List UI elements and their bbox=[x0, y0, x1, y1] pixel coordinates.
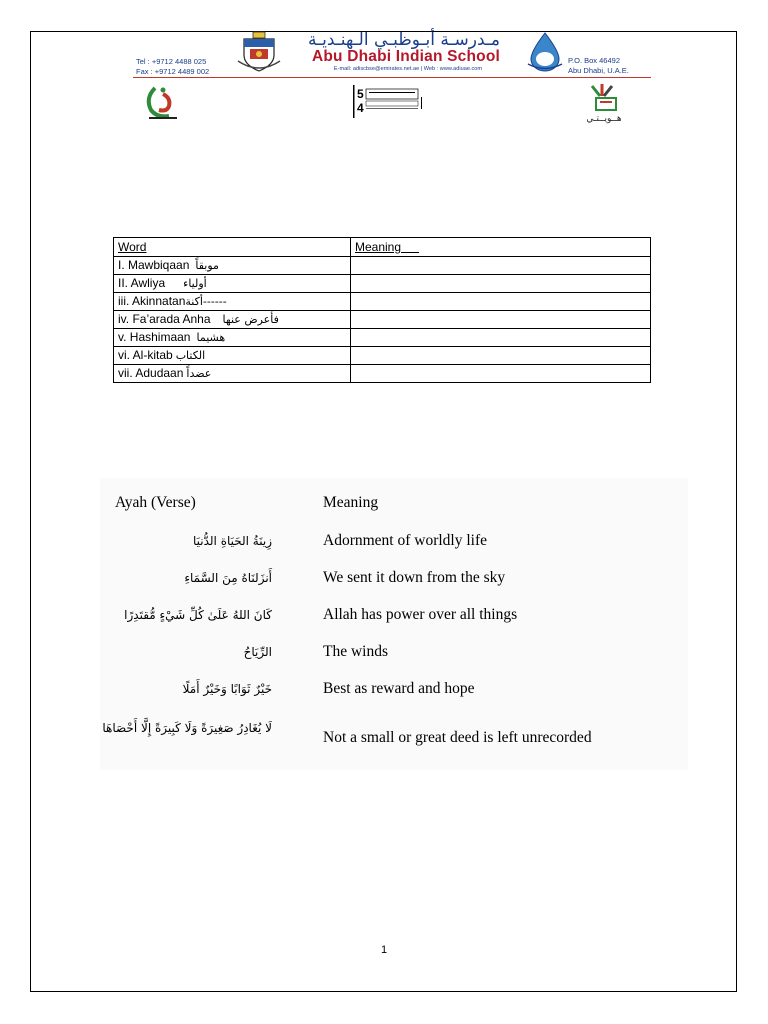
meaning-cell[interactable] bbox=[351, 311, 651, 329]
ayah-arabic: لَا يُغَادِرُ صَغِيرَةً وَلَا كَبِيرَةً إِلَّا أَحْصَاهَا bbox=[102, 721, 272, 735]
vocabulary-table bbox=[113, 237, 651, 383]
ayah-meaning-header: Meaning bbox=[323, 494, 379, 511]
word-cell: vi. Al-kitab الكتاب bbox=[114, 347, 351, 365]
word-cell: II. Awliya أولياء bbox=[114, 275, 351, 293]
ayah-meaning: Best as reward and hope bbox=[323, 680, 475, 697]
meaning-cell[interactable] bbox=[351, 293, 651, 311]
school-name-arabic: مـدرسـة أبـوظبـي الـهنـديـة bbox=[308, 30, 500, 50]
table-row bbox=[114, 329, 651, 347]
ayah-meaning: Not a small or great deed is left unrecorded bbox=[323, 729, 592, 746]
my-identity-logo-label: هــويــتـي bbox=[586, 114, 622, 124]
ayah-arabic: كَانَ اللهُ عَلَىٰ كُلِّ شَيْءٍ مُّقتَدِرًا bbox=[124, 608, 272, 622]
meaning-cell[interactable] bbox=[351, 347, 651, 365]
meaning-cell[interactable] bbox=[351, 365, 651, 383]
letterhead-rule bbox=[133, 77, 651, 78]
table-row bbox=[114, 293, 651, 311]
word-cell: vii. Adudaan عضداً bbox=[114, 365, 351, 383]
word-cell: I. Mawbiqaan موبقاً bbox=[114, 257, 351, 275]
letterhead-contact-right bbox=[568, 56, 629, 76]
ayah-header: Ayah (Verse) bbox=[115, 494, 196, 511]
ayah-meaning: The winds bbox=[323, 643, 389, 660]
word-cell: iii. Akinnatanأكنة------ bbox=[114, 293, 351, 311]
year-of-generosity-logo-icon bbox=[353, 85, 423, 118]
ayah-arabic: زِينَةُ الحَيَاةِ الدُّنيَا bbox=[192, 534, 272, 548]
meaning-header: Meaning bbox=[351, 238, 651, 257]
table-row bbox=[114, 365, 651, 383]
city-text: Abu Dhabi, U.A.E. bbox=[568, 66, 629, 75]
letterhead-contact-left bbox=[136, 57, 209, 77]
ayah-meaning: Adornment of worldly life bbox=[323, 532, 488, 549]
table-row bbox=[114, 257, 651, 275]
fax-text: Fax : +9712 4489 002 bbox=[136, 67, 210, 76]
vocabulary-header-row bbox=[114, 238, 651, 257]
table-row bbox=[114, 275, 651, 293]
meaning-cell[interactable] bbox=[351, 257, 651, 275]
contact-line: E-mail: adiscbse@emirates.net.ae | Web : www.adiuae.com bbox=[333, 66, 483, 72]
water-drop-logo-icon bbox=[525, 31, 565, 73]
ayah-arabic: الرِّيَاحُ bbox=[243, 645, 272, 659]
tel-text: Tel : +9712 4488 025 bbox=[136, 57, 207, 66]
ayah-arabic: خَيْرٌ ثَوَابًا وَخَيْرٌ أَمَلًا bbox=[182, 682, 272, 696]
meaning-cell[interactable] bbox=[351, 329, 651, 347]
po-box-text: P.O. Box 46492 bbox=[568, 56, 620, 65]
table-row bbox=[114, 347, 651, 365]
school-crest-icon bbox=[236, 31, 282, 73]
page-number: 1 bbox=[380, 944, 388, 956]
school-name-english: Abu Dhabi Indian School bbox=[311, 48, 500, 65]
svg-text:5: 5 bbox=[357, 87, 364, 101]
ayah-meaning: Allah has power over all things bbox=[323, 606, 518, 623]
ayah-arabic: أَنزَلنَاهُ مِنَ السَّمَاءِ bbox=[184, 571, 272, 585]
meaning-cell[interactable] bbox=[351, 275, 651, 293]
word-cell: iv. Fa’arada Anha فأعرض عنها bbox=[114, 311, 351, 329]
word-cell: v. Hashimaan هشيما bbox=[114, 329, 351, 347]
word-header: Word bbox=[114, 238, 351, 257]
svg-text:4: 4 bbox=[357, 101, 364, 115]
table-row bbox=[114, 311, 651, 329]
green-red-emblem-icon bbox=[141, 84, 185, 122]
ayah-meaning: We sent it down from the sky bbox=[323, 569, 506, 586]
